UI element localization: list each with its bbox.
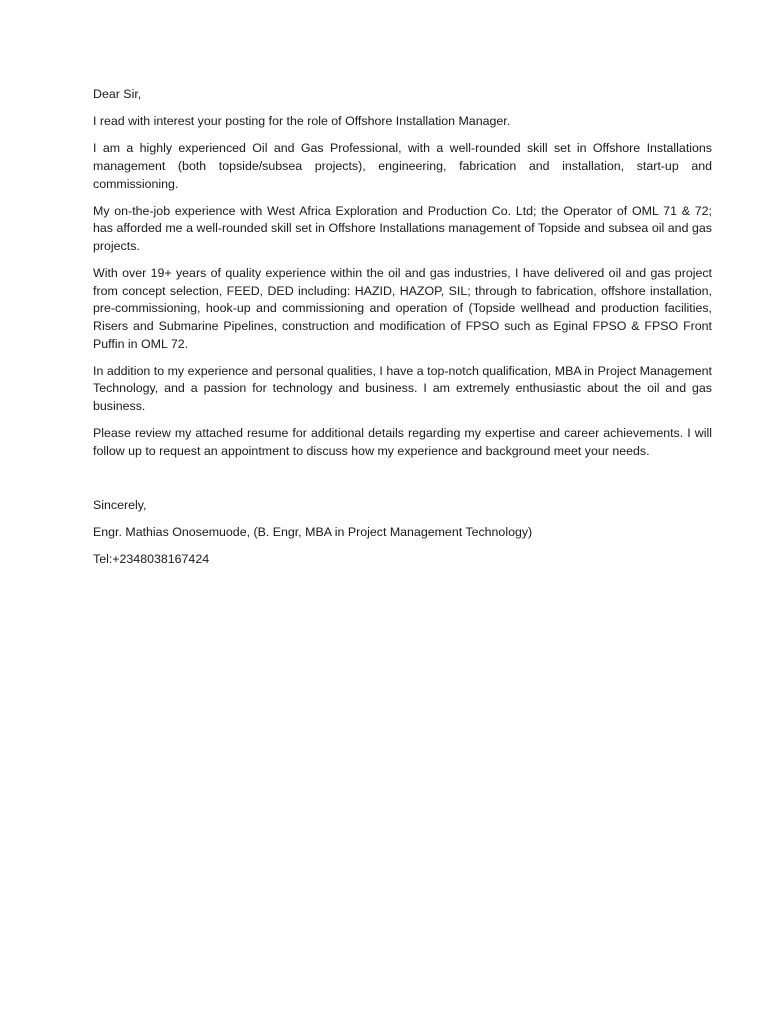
signature-line: Engr. Mathias Onosemuode, (B. Engr, MBA in Project Management Technology) [93,525,533,540]
letter-paragraph: Please review my attached resume for additional details regarding my expertise and career achievements. I will follow up to request an appointment to discuss how my experience and background meet your needs. [93,426,712,458]
letter-paragraph: I read with interest your posting for the role of Offshore Installation Manager. [93,114,511,129]
closing: Sincerely, [93,497,147,512]
letter-paragraph: I am a highly experienced Oil and Gas Professional, with a well-rounded skill set in Offshore Installations management (both topside/subsea projects), engineering, fabrication and installation, start-up and commissioning. [93,141,712,191]
cover-letter [93,86,712,578]
letter-paragraph: With over 19+ years of quality experience within the oil and gas industries, I have delivered oil and gas project from concept selection, FEED, DED including: HAZID, HAZOP, SIL; through to fabrication, offshore installation, pre-commissioning, hook-up and commissioning and operation of (Topside wellhead and production facilities, Risers and Submarine Pipelines, construction and modification of FPSO such as Eginal FPSO & FPSO Front Puffin in OML 72. [93,266,712,351]
letter-paragraph: In addition to my experience and personal qualities, I have a top-notch qualification, MBA in Project Management Technology, and a passion for technology and business. I am extremely enthusiastic about the oil and gas business. [93,363,712,413]
blank-line [93,470,712,497]
letter-paragraph: My on-the-job experience with West Africa Exploration and Production Co. Ltd; the Operator of OML 71 & 72; has afforded me a well-rounded skill set in Offshore Installations management of Topside and subsea oil and gas projects. [93,203,712,253]
phone-number: Tel:+2348038167424 [93,552,210,567]
salutation: Dear Sir, [93,87,142,101]
